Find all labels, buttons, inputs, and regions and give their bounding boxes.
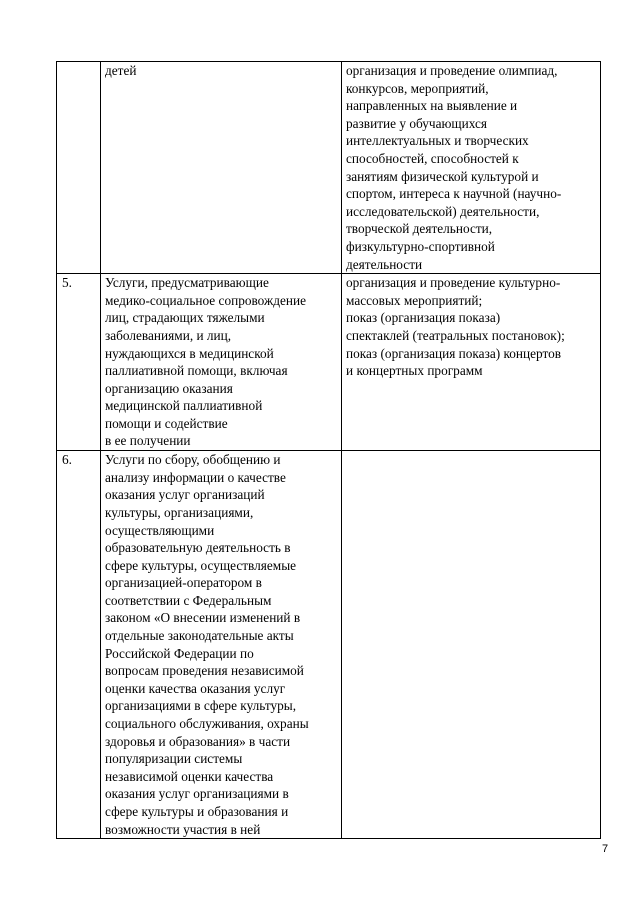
table-row bbox=[57, 274, 601, 451]
service-cell bbox=[101, 451, 342, 839]
activity-cell bbox=[342, 62, 601, 274]
service-text-line: возможности участия в ней bbox=[105, 821, 261, 837]
service-text-line: медицинской паллиативной bbox=[105, 398, 263, 414]
service-text-line: лиц, страдающих тяжелыми bbox=[105, 310, 265, 326]
service-text-line: сфере культуры и образования и bbox=[105, 804, 289, 819]
activity-text-line: творческой деятельности, bbox=[346, 221, 493, 237]
activity-text-line: показ (организация показа) bbox=[346, 310, 501, 326]
service-text-line: Российской Федерации по bbox=[105, 645, 254, 661]
activity-text-line: способностей, способностей к bbox=[346, 150, 519, 166]
service-cell bbox=[101, 274, 342, 451]
activity-text-line: и концертных программ bbox=[346, 363, 483, 379]
row-number: 6. bbox=[57, 451, 101, 839]
row-number: 5. bbox=[57, 274, 101, 451]
activity-cell bbox=[342, 451, 601, 839]
service-text-line: детей bbox=[105, 63, 137, 78]
service-text-line: законом «О внесении изменений в bbox=[105, 610, 301, 626]
service-text-line: сфере культуры, осуществляемые bbox=[105, 557, 297, 573]
service-text-line: культуры, организациями, bbox=[105, 504, 254, 520]
activity-text-line: конкурсов, мероприятий, bbox=[346, 80, 489, 96]
service-text-line: Услуги, предусматривающие bbox=[105, 275, 269, 291]
activity-text-line: занятиям физической культурой и bbox=[346, 168, 539, 184]
activity-text-line: физкультурно-спортивной bbox=[346, 238, 495, 254]
services-table bbox=[56, 61, 601, 839]
service-text-line: в ее получении bbox=[105, 433, 191, 449]
service-text-line: помощи и содействие bbox=[105, 415, 228, 431]
service-text-line: независимой оценки качества bbox=[105, 768, 274, 784]
activity-cell bbox=[342, 274, 601, 451]
service-text-line: оказания услуг организаций bbox=[105, 487, 265, 503]
activity-text-line: показ (организация показа) концертов bbox=[346, 345, 562, 361]
activity-text-line: деятельности bbox=[346, 256, 423, 272]
service-text-line: организацию оказания bbox=[105, 380, 233, 396]
activity-text-line: исследовательской) деятельности, bbox=[346, 203, 540, 219]
service-text-line: заболеваниями, и лиц, bbox=[105, 327, 232, 343]
service-text-line: организацией-оператором в bbox=[105, 575, 262, 591]
service-text-line: организациями в сфере культуры, bbox=[105, 698, 297, 714]
service-text-line: образовательную деятельность в bbox=[105, 540, 291, 556]
activity-text-line: интеллектуальных и творческих bbox=[346, 133, 529, 149]
service-text-line: вопросам проведения независимой bbox=[105, 663, 304, 679]
service-cell bbox=[101, 62, 342, 274]
activity-text-line: спектаклей (театральных постановок); bbox=[346, 327, 565, 343]
table-row bbox=[57, 451, 601, 839]
activity-text-line: спортом, интереса к научной (научно- bbox=[346, 186, 562, 202]
service-text-line: социального обслуживания, охраны bbox=[105, 716, 309, 732]
service-text-line: медико-социальное сопровождение bbox=[105, 292, 306, 308]
table-row bbox=[57, 62, 601, 274]
activity-text-line: развитие у обучающихся bbox=[346, 115, 488, 131]
service-text-line: соответствии с Федеральным bbox=[105, 592, 272, 608]
activity-text-line: массовых мероприятий; bbox=[346, 292, 483, 308]
service-text-line: нуждающихся в медицинской bbox=[105, 345, 274, 361]
activity-text-line: направленных на выявление и bbox=[346, 98, 518, 114]
service-text-line: анализу информации о качестве bbox=[105, 469, 286, 485]
page-number: 7 bbox=[602, 843, 609, 855]
service-text-line: паллиативной помощи, включая bbox=[105, 363, 288, 379]
service-text-line: популяризации системы bbox=[105, 751, 243, 767]
activity-text-line: организация и проведение олимпиад, bbox=[346, 63, 558, 78]
service-text-line: оказания услуг организациями в bbox=[105, 786, 289, 802]
activity-text-line: организация и проведение культурно- bbox=[346, 275, 561, 291]
service-text-line: отдельные законодательные акты bbox=[105, 628, 294, 644]
row-number bbox=[57, 62, 101, 274]
service-text-line: Услуги по сбору, обобщению и bbox=[105, 452, 281, 468]
service-text-line: осуществляющими bbox=[105, 522, 215, 538]
service-text-line: здоровья и образования» в части bbox=[105, 733, 291, 749]
service-text-line: оценки качества оказания услуг bbox=[105, 680, 286, 696]
